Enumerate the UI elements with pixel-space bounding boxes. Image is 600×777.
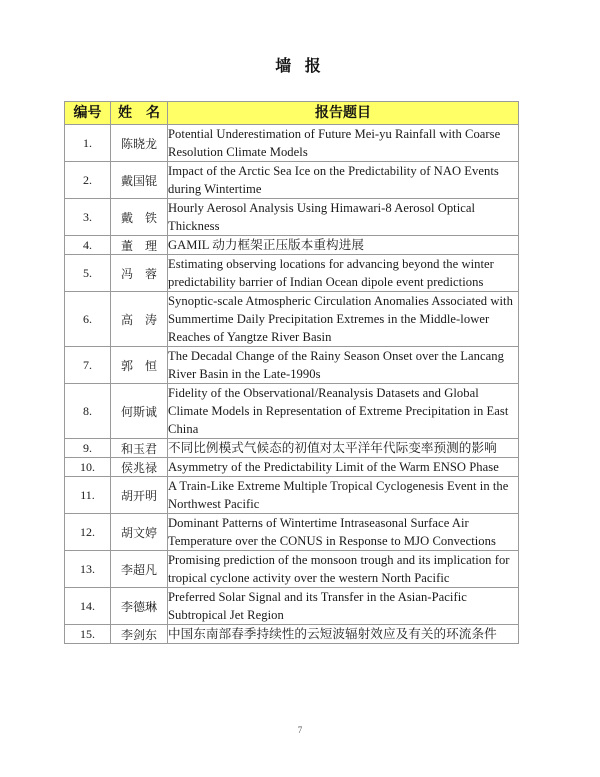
report-title: GAMIL 动力框架正压版本重构进展 — [168, 236, 519, 255]
presenter-name: 高 涛 — [111, 292, 168, 347]
presenter-name: 陈晓龙 — [111, 125, 168, 162]
presenter-name: 郭 恒 — [111, 347, 168, 384]
table-row — [65, 384, 519, 439]
row-number: 14. — [65, 588, 111, 625]
page-title: 墙 报 — [275, 56, 325, 75]
table-row — [65, 236, 519, 255]
presenter-name: 戴 铁 — [111, 199, 168, 236]
presenter-name: 李剑东 — [111, 625, 168, 644]
presenter-name: 胡文婷 — [111, 514, 168, 551]
table-row — [65, 458, 519, 477]
report-title: A Train-Like Extreme Multiple Tropical Cyclogenesis Event in the Northwest Pacific — [168, 477, 519, 514]
report-title: Synoptic-scale Atmospheric Circulation Anomalies Associated with Summertime Daily Precipitation Extremes in the Middle-lower Reaches of Yangtze River Basin — [168, 292, 519, 347]
presenter-name: 胡开明 — [111, 477, 168, 514]
row-number: 13. — [65, 551, 111, 588]
table-row — [65, 162, 519, 199]
presenter-name: 侯兆禄 — [111, 458, 168, 477]
table-row — [65, 125, 519, 162]
report-title: Dominant Patterns of Wintertime Intraseasonal Surface Air Temperature over the CONUS in Response to MJO Convections — [168, 514, 519, 551]
row-number: 12. — [65, 514, 111, 551]
header-title: 报告题目 — [168, 102, 519, 125]
row-number: 11. — [65, 477, 111, 514]
report-title: Estimating observing locations for advancing beyond the winter predictability barrier of Indian Ocean dipole event predictions — [168, 255, 519, 292]
report-title: The Decadal Change of the Rainy Season Onset over the Lancang River Basin in the Late-1990s — [168, 347, 519, 384]
presenter-name: 董 理 — [111, 236, 168, 255]
presenter-name: 何斯诚 — [111, 384, 168, 439]
row-number: 7. — [65, 347, 111, 384]
row-number: 9. — [65, 439, 111, 458]
presenter-name: 冯 蓉 — [111, 255, 168, 292]
table-row — [65, 347, 519, 384]
row-number: 10. — [65, 458, 111, 477]
report-title: Promising prediction of the monsoon trough and its implication for tropical cyclone activity over the western North Pacific — [168, 551, 519, 588]
report-title: Fidelity of the Observational/Reanalysis Datasets and Global Climate Models in Representation of Extreme Precipitation in East China — [168, 384, 519, 439]
row-number: 15. — [65, 625, 111, 644]
report-title: Hourly Aerosol Analysis Using Himawari-8 Aerosol Optical Thickness — [168, 199, 519, 236]
report-title: 不同比例模式气候态的初值对太平洋年代际变率预测的影响 — [168, 439, 519, 458]
table-row — [65, 551, 519, 588]
row-number: 5. — [65, 255, 111, 292]
table-row — [65, 514, 519, 551]
header-name: 姓 名 — [111, 102, 168, 125]
table-row — [65, 588, 519, 625]
row-number: 1. — [65, 125, 111, 162]
table-row — [65, 255, 519, 292]
report-title: 中国东南部春季持续性的云短波辐射效应及有关的环流条件 — [168, 625, 519, 644]
report-title: Asymmetry of the Predictability Limit of the Warm ENSO Phase — [168, 458, 519, 477]
row-number: 2. — [65, 162, 111, 199]
poster-table — [64, 101, 519, 644]
presenter-name: 和玉君 — [111, 439, 168, 458]
presenter-name: 戴国锟 — [111, 162, 168, 199]
report-title: Impact of the Arctic Sea Ice on the Predictability of NAO Events during Wintertime — [168, 162, 519, 199]
row-number: 3. — [65, 199, 111, 236]
table-row — [65, 625, 519, 644]
header-number: 编号 — [65, 102, 111, 125]
presenter-name: 李德琳 — [111, 588, 168, 625]
row-number: 8. — [65, 384, 111, 439]
table-row — [65, 199, 519, 236]
report-title: Potential Underestimation of Future Mei-yu Rainfall with Coarse Resolution Climate Models — [168, 125, 519, 162]
table-row — [65, 477, 519, 514]
report-title: Preferred Solar Signal and its Transfer in the Asian-Pacific Subtropical Jet Region — [168, 588, 519, 625]
presenter-name: 李超凡 — [111, 551, 168, 588]
table-row — [65, 439, 519, 458]
table-header-row — [65, 102, 519, 125]
page-number: 7 — [297, 725, 303, 735]
row-number: 4. — [65, 236, 111, 255]
row-number: 6. — [65, 292, 111, 347]
table-row — [65, 292, 519, 347]
